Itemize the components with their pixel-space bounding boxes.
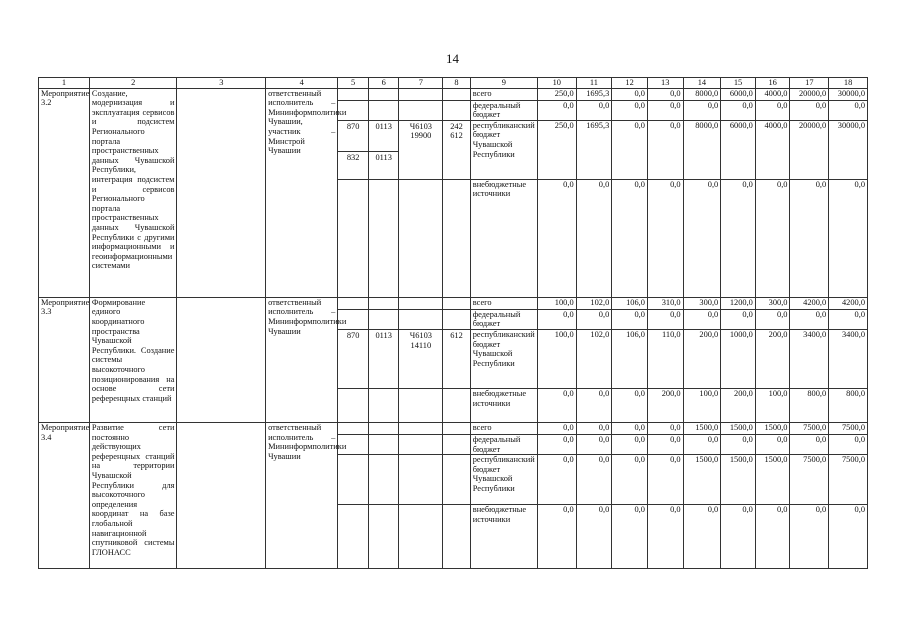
amount-cell: 0,0 <box>721 309 756 329</box>
funding-source: республиканский бюджет Чувашской Республики <box>470 120 537 179</box>
funding-source: республиканский бюджет Чувашской Республики <box>470 455 537 505</box>
code-value: Ч6103 19900 <box>409 121 432 141</box>
code-value: 832 <box>338 151 368 164</box>
amount-cell: 0,0 <box>755 309 790 329</box>
executor-cell: ответственный исполнитель – Мининформполитики Чувашии <box>266 297 338 422</box>
amount-cell: 0,0 <box>576 309 612 329</box>
header-cell: 7 <box>399 78 443 89</box>
amount-cell: 0,0 <box>612 179 648 297</box>
amount-cell: 102,0 <box>576 329 612 388</box>
code-cell <box>443 309 470 329</box>
amount-cell: 800,0 <box>790 388 829 422</box>
amount-cell: 110,0 <box>647 329 683 388</box>
code-value: 0113 <box>375 121 392 131</box>
amount-cell: 30000,0 <box>829 120 868 179</box>
amount-cell: 100,0 <box>537 297 576 309</box>
amount-cell: 4000,0 <box>755 120 790 179</box>
amount-cell: 3400,0 <box>790 329 829 388</box>
budget-table <box>38 77 868 569</box>
header-cell: 16 <box>755 78 790 89</box>
amount-cell: 3400,0 <box>829 329 868 388</box>
amount-cell: 0,0 <box>537 388 576 422</box>
header-cell: 17 <box>790 78 829 89</box>
amount-cell: 0,0 <box>537 422 576 434</box>
code-cell <box>338 388 369 422</box>
amount-cell: 0,0 <box>612 88 648 100</box>
code-cell <box>399 179 443 297</box>
funding-source: внебюджетные источники <box>470 505 537 569</box>
amount-cell: 0,0 <box>537 179 576 297</box>
code-cell <box>338 297 369 309</box>
table-row <box>39 88 868 100</box>
code-cell <box>443 422 470 434</box>
amount-cell: 0,0 <box>612 455 648 505</box>
code-cell <box>399 120 443 179</box>
amount-cell: 7500,0 <box>829 422 868 434</box>
measure-cell: Мероприятие 3.4 <box>39 422 90 568</box>
code-cell <box>368 434 399 454</box>
amount-cell: 0,0 <box>576 179 612 297</box>
amount-cell: 0,0 <box>647 88 683 100</box>
code-cell <box>443 297 470 309</box>
header-cell: 10 <box>537 78 576 89</box>
amount-cell: 300,0 <box>683 297 721 309</box>
amount-cell: 0,0 <box>790 434 829 454</box>
amount-cell: 0,0 <box>612 309 648 329</box>
amount-cell: 200,0 <box>647 388 683 422</box>
amount-cell: 0,0 <box>576 100 612 120</box>
code-value <box>443 151 469 162</box>
amount-cell: 0,0 <box>576 422 612 434</box>
empty-cell <box>177 297 266 422</box>
amount-cell: 106,0 <box>612 329 648 388</box>
amount-cell: 1695,3 <box>576 88 612 100</box>
amount-cell: 800,0 <box>829 388 868 422</box>
code-value: 0113 <box>375 330 392 340</box>
amount-cell: 0,0 <box>612 434 648 454</box>
header-cell: 3 <box>177 78 266 89</box>
amount-cell: 20000,0 <box>790 88 829 100</box>
code-cell <box>338 329 369 388</box>
amount-cell: 0,0 <box>755 179 790 297</box>
measure-cell: Мероприятие 3.2 <box>39 88 90 297</box>
amount-cell: 4200,0 <box>790 297 829 309</box>
amount-cell: 0,0 <box>576 434 612 454</box>
amount-cell: 0,0 <box>683 309 721 329</box>
funding-source: республиканский бюджет Чувашской Республики <box>470 329 537 388</box>
amount-cell: 0,0 <box>790 505 829 569</box>
amount-cell: 0,0 <box>647 455 683 505</box>
amount-cell: 0,0 <box>612 100 648 120</box>
code-cell <box>443 388 470 422</box>
header-cell: 13 <box>647 78 683 89</box>
amount-cell: 0,0 <box>576 505 612 569</box>
code-cell <box>368 455 399 505</box>
amount-cell: 0,0 <box>647 100 683 120</box>
amount-cell: 100,0 <box>683 388 721 422</box>
code-cell <box>443 434 470 454</box>
code-cell <box>399 88 443 100</box>
code-cell <box>443 505 470 569</box>
header-cell: 8 <box>443 78 470 89</box>
code-cell <box>338 455 369 505</box>
code-cell <box>338 422 369 434</box>
amount-cell: 7500,0 <box>790 455 829 505</box>
code-cell <box>338 120 369 179</box>
code-cell <box>443 100 470 120</box>
amount-cell: 1500,0 <box>721 455 756 505</box>
code-value: Ч6103 14110 <box>409 330 432 350</box>
funding-source: внебюджетные источники <box>470 179 537 297</box>
code-cell <box>399 100 443 120</box>
code-cell <box>368 297 399 309</box>
amount-cell: 102,0 <box>576 297 612 309</box>
amount-cell: 20000,0 <box>790 120 829 179</box>
header-cell: 9 <box>470 78 537 89</box>
funding-source: федеральный бюджет <box>470 309 537 329</box>
code-cell <box>368 88 399 100</box>
funding-source: внебюджетные источники <box>470 388 537 422</box>
amount-cell: 30000,0 <box>829 88 868 100</box>
code-cell <box>443 329 470 388</box>
code-cell <box>368 422 399 434</box>
code-cell <box>399 455 443 505</box>
amount-cell: 1500,0 <box>755 422 790 434</box>
header-cell: 1 <box>39 78 90 89</box>
funding-source: федеральный бюджет <box>470 100 537 120</box>
code-cell <box>399 309 443 329</box>
measure-cell: Мероприятие 3.3 <box>39 297 90 422</box>
amount-cell: 0,0 <box>537 434 576 454</box>
code-value: 612 <box>450 330 463 340</box>
amount-cell: 0,0 <box>576 388 612 422</box>
amount-cell: 200,0 <box>683 329 721 388</box>
amount-cell: 250,0 <box>537 88 576 100</box>
empty-cell <box>177 422 266 568</box>
amount-cell: 6000,0 <box>721 88 756 100</box>
measure-title: Создание, модернизация и эксплуатация сервисов и подсистем Регионального портала пространственных данных Чувашской Республики, интеграция подсистем и сервисов Регионального портала пространственных данных Чувашской Республики с другими информационными и геоинформационными системами <box>89 88 177 297</box>
code-cell <box>399 422 443 434</box>
measure-title: Развитие сети постоянно действующих референцных станций на территории Чувашской Республики для высокоточного определения координат на базе глобальной навигационной спутниковой системы ГЛОНАСС <box>89 422 177 568</box>
header-cell: 11 <box>576 78 612 89</box>
header-cell: 18 <box>829 78 868 89</box>
code-cell <box>399 505 443 569</box>
code-cell <box>338 505 369 569</box>
amount-cell: 8000,0 <box>683 120 721 179</box>
amount-cell: 0,0 <box>647 422 683 434</box>
amount-cell: 0,0 <box>755 505 790 569</box>
amount-cell: 0,0 <box>683 100 721 120</box>
amount-cell: 200,0 <box>755 329 790 388</box>
code-cell <box>399 434 443 454</box>
amount-cell: 1500,0 <box>721 422 756 434</box>
amount-cell: 0,0 <box>683 434 721 454</box>
code-cell <box>399 388 443 422</box>
code-value: 870 <box>346 330 360 340</box>
amount-cell: 0,0 <box>683 179 721 297</box>
amount-cell: 300,0 <box>755 297 790 309</box>
amount-cell: 4200,0 <box>829 297 868 309</box>
amount-cell: 1695,3 <box>576 120 612 179</box>
measure-title: Формирование единого координатного пространства Чувашской Республики. Создание системы высокоточного позиционирования на основе сети референцных станций <box>89 297 177 422</box>
header-row <box>39 78 868 89</box>
code-cell <box>399 329 443 388</box>
funding-source: всего <box>470 88 537 100</box>
code-cell <box>443 88 470 100</box>
code-value <box>399 151 442 162</box>
amount-cell: 1200,0 <box>721 297 756 309</box>
code-cell <box>368 505 399 569</box>
amount-cell: 0,0 <box>755 100 790 120</box>
table-row <box>39 422 868 434</box>
code-value: 870 <box>346 121 360 131</box>
amount-cell: 0,0 <box>790 309 829 329</box>
code-cell <box>443 179 470 297</box>
amount-cell: 0,0 <box>721 100 756 120</box>
amount-cell: 1500,0 <box>683 422 721 434</box>
amount-cell: 1500,0 <box>755 455 790 505</box>
amount-cell: 0,0 <box>647 505 683 569</box>
code-cell <box>368 100 399 120</box>
amount-cell: 0,0 <box>537 455 576 505</box>
amount-cell: 0,0 <box>612 422 648 434</box>
amount-cell: 6000,0 <box>721 120 756 179</box>
amount-cell: 0,0 <box>721 434 756 454</box>
amount-cell: 0,0 <box>829 179 868 297</box>
executor-cell: ответственный исполнитель – Мининформполитики Чувашии, участник – Минстрой Чувашии <box>266 88 338 297</box>
amount-cell: 0,0 <box>647 434 683 454</box>
amount-cell: 0,0 <box>683 505 721 569</box>
header-cell: 15 <box>721 78 756 89</box>
code-cell <box>338 88 369 100</box>
amount-cell: 0,0 <box>647 309 683 329</box>
amount-cell: 7500,0 <box>790 422 829 434</box>
executor-cell: ответственный исполнитель – Мининформполитики Чувашии <box>266 422 338 568</box>
amount-cell: 0,0 <box>829 434 868 454</box>
amount-cell: 1500,0 <box>683 455 721 505</box>
amount-cell: 310,0 <box>647 297 683 309</box>
code-cell <box>368 329 399 388</box>
amount-cell: 1000,0 <box>721 329 756 388</box>
amount-cell: 0,0 <box>612 388 648 422</box>
amount-cell: 250,0 <box>537 120 576 179</box>
amount-cell: 0,0 <box>647 120 683 179</box>
funding-source: всего <box>470 297 537 309</box>
header-cell: 6 <box>368 78 399 89</box>
amount-cell: 0,0 <box>721 179 756 297</box>
amount-cell: 0,0 <box>647 179 683 297</box>
funding-source: федеральный бюджет <box>470 434 537 454</box>
header-cell: 4 <box>266 78 338 89</box>
code-cell <box>368 388 399 422</box>
amount-cell: 0,0 <box>755 434 790 454</box>
amount-cell: 0,0 <box>721 505 756 569</box>
table-row <box>39 297 868 309</box>
amount-cell: 100,0 <box>755 388 790 422</box>
code-value: 0113 <box>369 151 399 164</box>
amount-cell: 0,0 <box>790 179 829 297</box>
amount-cell: 0,0 <box>790 100 829 120</box>
empty-cell <box>177 88 266 297</box>
code-cell <box>338 179 369 297</box>
header-cell: 2 <box>89 78 177 89</box>
amount-cell: 4000,0 <box>755 88 790 100</box>
amount-cell: 0,0 <box>829 309 868 329</box>
amount-cell: 0,0 <box>537 505 576 569</box>
page-number: 14 <box>446 51 459 66</box>
code-cell <box>399 297 443 309</box>
amount-cell: 100,0 <box>537 329 576 388</box>
funding-source: всего <box>470 422 537 434</box>
amount-cell: 200,0 <box>721 388 756 422</box>
code-value: 242 612 <box>450 121 463 141</box>
amount-cell: 0,0 <box>537 100 576 120</box>
header-cell: 5 <box>338 78 369 89</box>
amount-cell: 0,0 <box>829 100 868 120</box>
amount-cell: 106,0 <box>612 297 648 309</box>
code-cell <box>368 120 399 179</box>
amount-cell: 0,0 <box>576 455 612 505</box>
amount-cell: 0,0 <box>612 505 648 569</box>
amount-cell: 8000,0 <box>683 88 721 100</box>
code-cell <box>443 455 470 505</box>
amount-cell: 0,0 <box>829 505 868 569</box>
code-cell <box>368 179 399 297</box>
code-cell <box>368 309 399 329</box>
header-cell: 12 <box>612 78 648 89</box>
code-cell <box>443 120 470 179</box>
amount-cell: 7500,0 <box>829 455 868 505</box>
amount-cell: 0,0 <box>537 309 576 329</box>
header-cell: 14 <box>683 78 721 89</box>
amount-cell: 0,0 <box>612 120 648 179</box>
